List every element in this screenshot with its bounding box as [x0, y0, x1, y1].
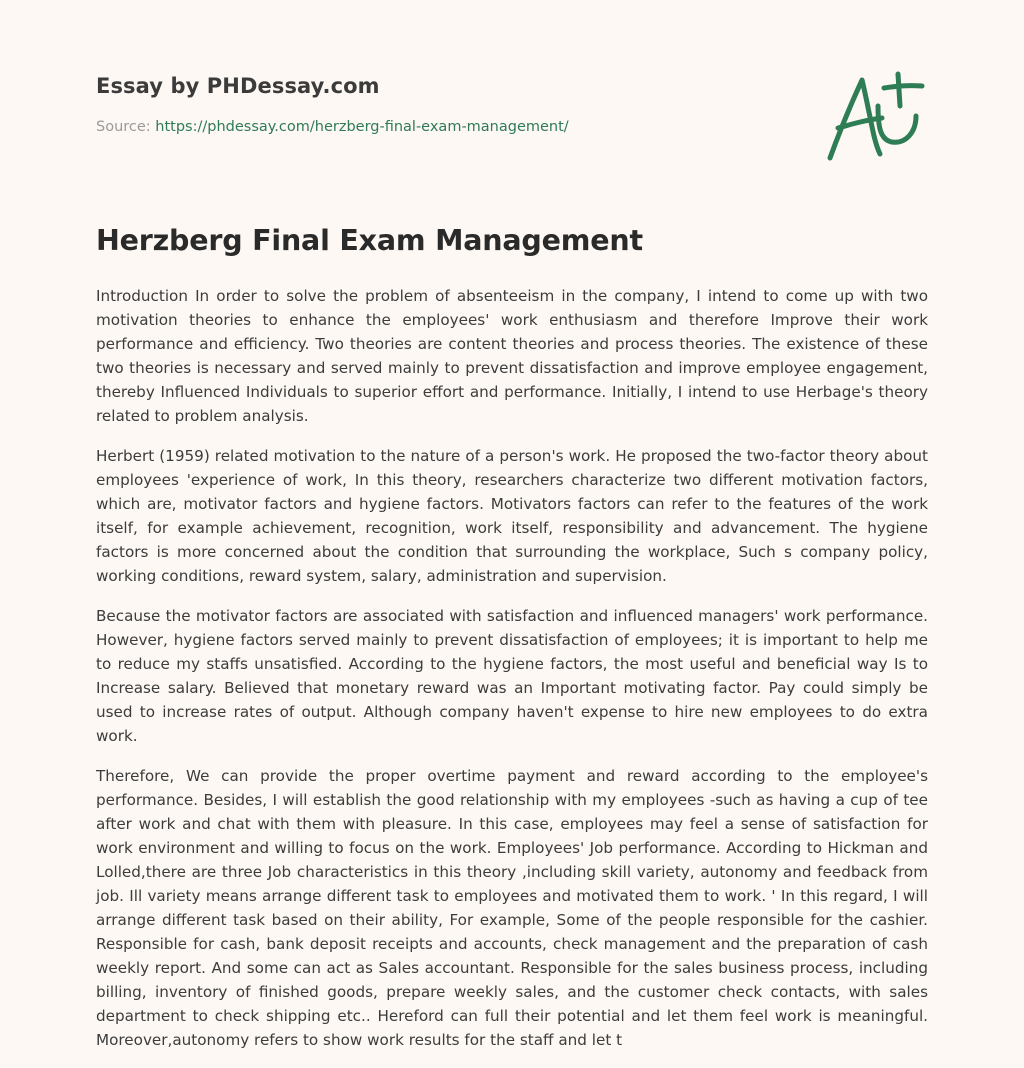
- essay-paragraph: Therefore, We can provide the proper overtime payment and reward according to the employee's performance. Besides, I will establish the good relationship with my employees -such as having a cup of tee after work and chat with them with pleasure. In this case, employees may feel a sense of satisfaction for work environment and willing to focus on the work. Employees' Job performance. According to Hickman and Lolled,there are three Job characteristics in this theory ,including skill variety, autonomy and feedback from job. Ill variety means arrange different task to employees and motivated them to work. ' In this regard, I will arrange different task based on their ability, For example, Some of the people responsible for the cashier. Responsible for cash, bank deposit receipts and accounts, check management and the preparation of cash weekly report. And some can act as Sales accountant. Responsible for the sales business process, including billing, inventory of finished goods, prepare weekly sales, and the customer check contacts, with sales department to check shipping etc.. Hereford can full their potential and let them feel work is meaningful. Moreover,autonomy refers to show work results for the staff and let t: [96, 767, 928, 1049]
- essay-body: [96, 284, 928, 1068]
- source-line: [96, 119, 796, 135]
- essay-paragraph: Because the motivator factors are associated with satisfaction and influenced managers' work performance. However, hygiene factors served mainly to prevent dissatisfaction of employees; it is important to help me to reduce my staffs unsatisfied. According to the hygiene factors, the most useful and beneficial way Is to Increase salary. Believed that monetary reward was an Important motivating factor. Pay could simply be used to increase rates of output. Although company haven't expense to hire new employees to do extra work.: [96, 607, 928, 745]
- essay-paragraph: Introduction In order to solve the problem of absenteeism in the company, I intend to come up with two motivation theories to enhance the employees' work enthusiasm and therefore Improve their work performance and efficiency. Two theories are content theories and process theories. The existence of these two theories is necessary and served mainly to prevent dissatisfaction and improve employee engagement, thereby Influenced Individuals to superior effort and performance. Initially, I intend to use Herbage's theory related to problem analysis.: [96, 287, 928, 425]
- essay-paragraph: Herbert (1959) related motivation to the nature of a person's work. He proposed the two-factor theory about employees 'experience of work, In this theory, researchers characterize two different motivation factors, which are, motivator factors and hygiene factors. Motivators factors can refer to the features of the work itself, for example achievement, recognition, work itself, responsibility and advancement. The hygiene factors is more concerned about the condition that surrounding the workplace, Such s company policy, working conditions, reward system, salary, administration and supervision.: [96, 447, 928, 585]
- essay-title: Herzberg Final Exam Management: [96, 224, 643, 257]
- source-label: Source:: [96, 119, 151, 135]
- a-plus-logo-icon: [818, 66, 930, 166]
- site-header: [96, 74, 796, 135]
- site-title: Essay by PHDessay.com: [96, 74, 380, 98]
- source-link[interactable]: https://phdessay.com/herzberg-final-exam-management/: [155, 119, 569, 135]
